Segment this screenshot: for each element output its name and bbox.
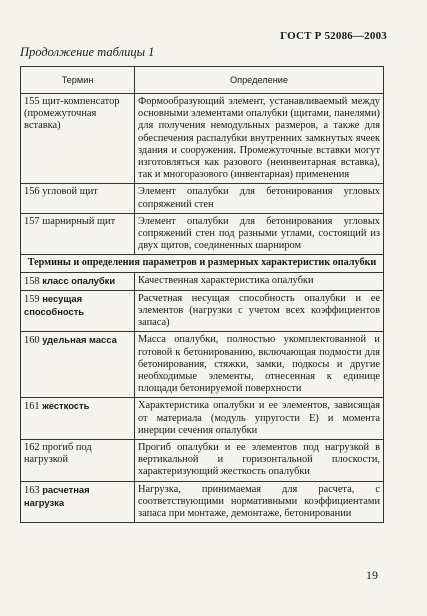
term-number: 156 [24, 186, 40, 198]
definition-cell: Качественная характеристика опалубки [135, 272, 384, 290]
table-row [21, 272, 384, 290]
term-cell [21, 332, 135, 398]
definition-cell: Прогиб опалубки и ее элементов под нагрузкой в вертикальной и горизонтальной плоскости, характеризующий жесткость опалубки [135, 440, 384, 482]
term-text: угловой щит [42, 186, 98, 198]
term-number: 161 [24, 401, 40, 413]
definition-cell: Элемент опалубки для бетонирования угловых сопряжений стен под разными углами, состоящий из двух щитов, соединенных шарниром [135, 213, 384, 255]
table-row [21, 94, 384, 184]
term-text: жесткость [42, 400, 90, 412]
definition-cell: Расчетная несущая способность опалубки и ее элементов (нагрузки с учетом всех коэффициентов запаса) [135, 290, 384, 332]
term-cell [21, 440, 135, 482]
term-cell [21, 290, 135, 332]
term-number: 157 [24, 215, 40, 227]
standard-designation: ГОСТ Р 52086—2003 [280, 30, 387, 42]
term-cell [21, 184, 135, 213]
table-row [21, 440, 384, 482]
page-number: 19 [366, 568, 378, 582]
definition-cell: Масса опалубки, полностью укомплектованной и готовой к бетонированию, включающая подмости для бетонирования, стяжки, замки, подкосы и другие необходимые элементы, отнесенная к единице площади бетонируемой поверхности [135, 332, 384, 398]
table-row [21, 290, 384, 332]
definition-cell: Нагрузка, принимаемая для расчета, с соответствующими нормативными коэффициентами запаса при монтаже, демонтаже, бетонировании [135, 481, 384, 523]
term-number: 163 [24, 484, 40, 496]
term-cell [21, 398, 135, 440]
term-text: расчетная нагрузка [24, 483, 90, 508]
table-continuation-caption: Продолжение таблицы 1 [20, 45, 155, 59]
term-text: прогиб под нагрузкой [24, 442, 92, 466]
definition-cell: Элемент опалубки для бетонирования угловых сопряжений стен [135, 184, 384, 213]
term-text: несущая способность [24, 292, 85, 318]
term-number: 159 [24, 293, 40, 305]
column-header-term: Термин [21, 67, 135, 94]
term-text: удельная масса [42, 334, 117, 346]
term-number: 158 [24, 275, 40, 287]
term-cell [21, 481, 135, 523]
table-row [21, 332, 384, 398]
table-row [21, 213, 384, 255]
term-number: 162 [24, 442, 40, 454]
definition-cell: Формообразующий элемент, устанавливаемый между основными элементами опалубки (щитами, панелями) для получения немодульных размеров, а также для обеспечения распалубки внутренних замкнутых ячеек здания и сооружения. Промежуточные вставки могут изготовляться как разового (неинвентарная вставка), так и многоразового (инвентарная) применения [135, 94, 384, 184]
table-row [21, 481, 384, 523]
table-row [21, 398, 384, 440]
term-cell [21, 94, 135, 184]
table-header-row [21, 67, 384, 94]
column-header-definition: Определение [135, 67, 384, 94]
term-text: шарнирный щит [42, 215, 116, 227]
term-text: щит-компенсатор (промежуточная вставка) [24, 96, 120, 132]
term-number: 155 [24, 96, 40, 107]
term-cell [21, 213, 135, 255]
table-row [21, 184, 384, 213]
term-number: 160 [24, 335, 40, 347]
term-cell [21, 272, 135, 290]
term-text: класс опалубки [42, 274, 116, 286]
terms-table [20, 66, 384, 523]
definition-cell: Характеристика опалубки и ее элементов, зависящая от материала (модуль упругости Е) и момента инерции сечения опалубки [135, 398, 384, 440]
section-row [21, 255, 384, 272]
section-title: Термины и определения параметров и размерных характеристик опалубки [21, 255, 384, 272]
